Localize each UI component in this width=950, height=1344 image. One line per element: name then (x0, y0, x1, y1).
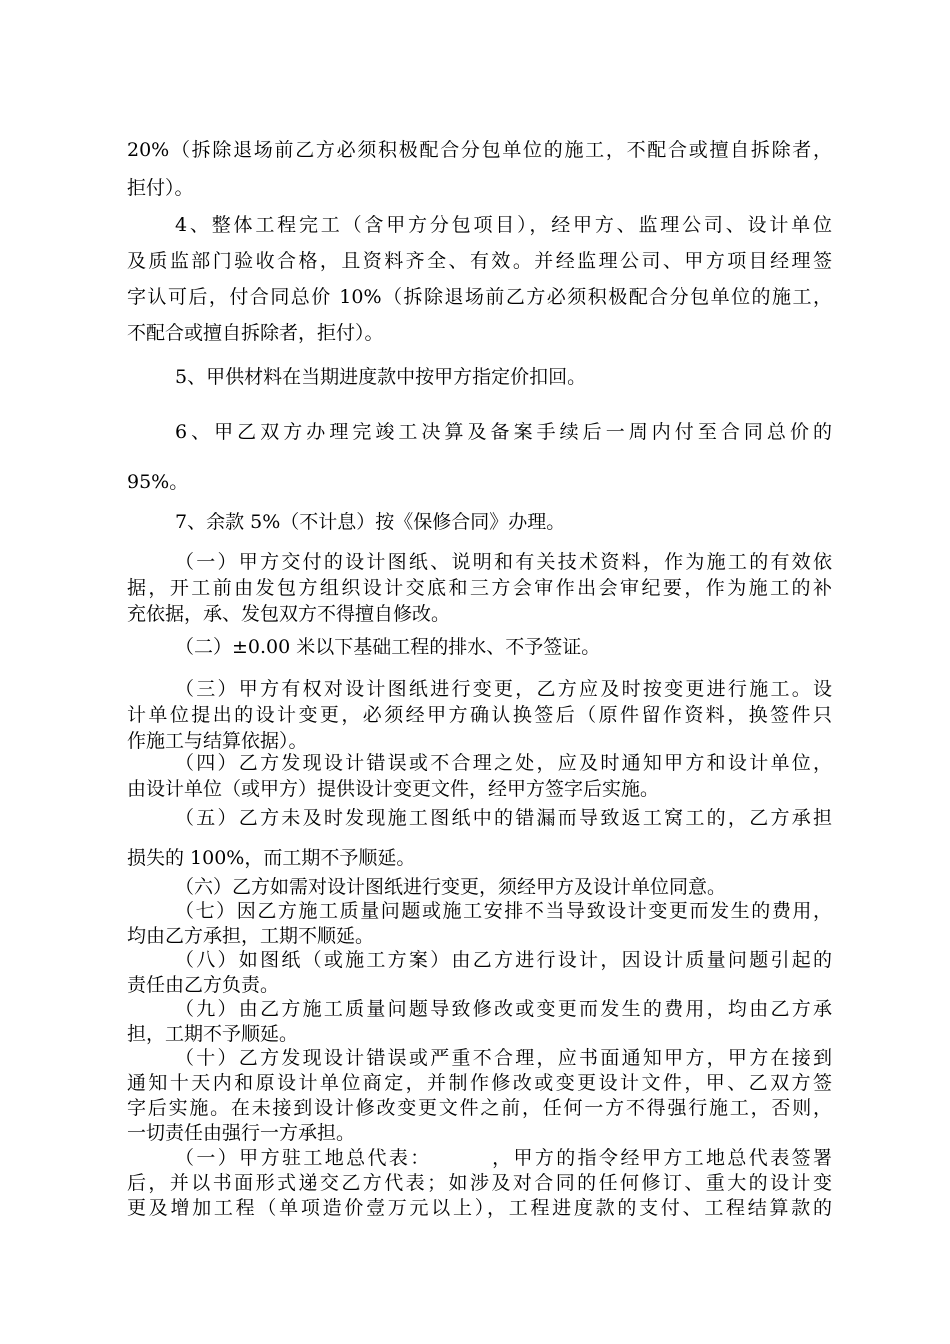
text-line: 20%（拆除退场前乙方必须积极配合分包单位的施工，不配合或擅自拆除者， (127, 139, 832, 161)
text-line: 据，开工前由发包方组织设计交底和三方会审作出会审纪要，作为施工的补 (127, 577, 832, 599)
text-line: 后，并以书面形式递交乙方代表；如涉及对合同的任何修订、重大的设计变 (127, 1172, 832, 1194)
paragraph-payment-20-percent (127, 131, 832, 207)
text-line: 担，工期不予顺延。 (127, 1023, 299, 1045)
paragraph-clause-4 (127, 207, 832, 351)
paragraph-clause-7 (127, 504, 832, 540)
text-line: 不配合或擅自拆除者，拒付）。 (127, 322, 384, 344)
text-line: （六）乙方如需对设计图纸进行变更，须经甲方及设计单位同意。 (175, 876, 727, 898)
paragraph-clause-6 (127, 407, 832, 507)
text-line: 6、甲乙双方办理完竣工决算及备案手续后一周内付至合同总价的 (175, 421, 832, 443)
text-line: 更及增加工程（单项造价壹万元以上），工程进度款的支付、工程结算款的 (127, 1197, 832, 1219)
text-line: 作施工与结算依据）。 (127, 730, 308, 752)
text-line: 7、余款 5%（不计息）按《保修合同》办理。 (175, 511, 566, 533)
text-line: 一切责任由强行一方承担。 (127, 1122, 356, 1144)
text-line: （十）乙方发现设计错误或严重不合理，应书面通知甲方，甲方在接到 (175, 1047, 832, 1069)
text-line: 均由乙方承担，工期不顺延。 (127, 925, 375, 947)
text-line: 4、整体工程完工（含甲方分包项目），经甲方、监理公司、设计单位 (175, 214, 832, 236)
text-line: （一）甲方交付的设计图纸、说明和有关技术资料，作为施工的有效依 (175, 551, 832, 573)
text-line: 字认可后，付合同总价 10%（拆除退场前乙方必须积极配合分包单位的施工， (127, 286, 832, 308)
text-line: 字后实施。在未接到设计修改变更文件之前，任何一方不得强行施工，否则， (127, 1097, 832, 1119)
text-line: 5、甲供材料在当期进度款中按甲方指定价扣回。 (175, 366, 587, 388)
text-line: （八）如图纸（或施工方案）由乙方进行设计，因设计质量问题引起的 (175, 949, 832, 971)
paragraph-contractor-design (127, 948, 832, 998)
text-line: 及质监部门验收合格，且资料齐全、有效。并经监理公司、甲方项目经理签 (127, 250, 832, 272)
text-line: 充依据，承、发包双方不得擅自修改。 (127, 603, 451, 625)
text-line: 通知十天内和原设计单位商定，并制作修改或变更设计文件，甲、乙双方签 (127, 1072, 832, 1094)
paragraph-serious-error (127, 1046, 832, 1146)
text-line: 计单位提出的设计变更，必须经甲方确认换签后（原件留作资料，换签件只 (127, 704, 832, 726)
text-line: 责任由乙方负责。 (127, 974, 280, 996)
text-line: 拒付）。 (127, 177, 194, 199)
paragraph-design-change (127, 676, 832, 754)
paragraph-clause-5 (127, 359, 832, 395)
paragraph-contractor-change (127, 874, 832, 900)
text-line: 95%。 (127, 471, 189, 493)
paragraph-rework-loss (127, 798, 832, 878)
text-segment: （一）甲方驻工地总代表： (175, 1147, 432, 1169)
paragraph-modification-cost (127, 997, 832, 1047)
text-line: （九）由乙方施工质量问题导致修改或变更而发生的费用，均由乙方承 (175, 998, 832, 1020)
text-line: 由设计单位（或甲方）提供设计变更文件，经甲方签字后实施。 (127, 778, 660, 800)
paragraph-design-docs (127, 549, 832, 627)
paragraph-drainage (127, 634, 832, 660)
text-line: 损失的 100%，而工期不予顺延。 (127, 847, 416, 869)
paragraph-design-error (127, 750, 832, 802)
text-segment: ，甲方的指令经甲方工地总代表签署 (489, 1147, 832, 1169)
text-line: （四）乙方发现设计错误或不合理之处，应及时通知甲方和设计单位， (175, 752, 832, 774)
text-line (127, 1146, 832, 1171)
text-line: （五）乙方未及时发现施工图纸中的错漏而导致返工窝工的，乙方承担 (175, 807, 832, 829)
paragraph-site-representative (127, 1146, 832, 1221)
text-line: （三）甲方有权对设计图纸进行变更，乙方应及时按变更进行施工。设 (175, 678, 832, 700)
paragraph-quality-cost (127, 899, 832, 949)
text-line: （七）因乙方施工质量问题或施工安排不当导致设计变更而发生的费用， (175, 900, 832, 922)
text-line: （二）±0.00 米以下基础工程的排水、不予签证。 (175, 636, 601, 658)
